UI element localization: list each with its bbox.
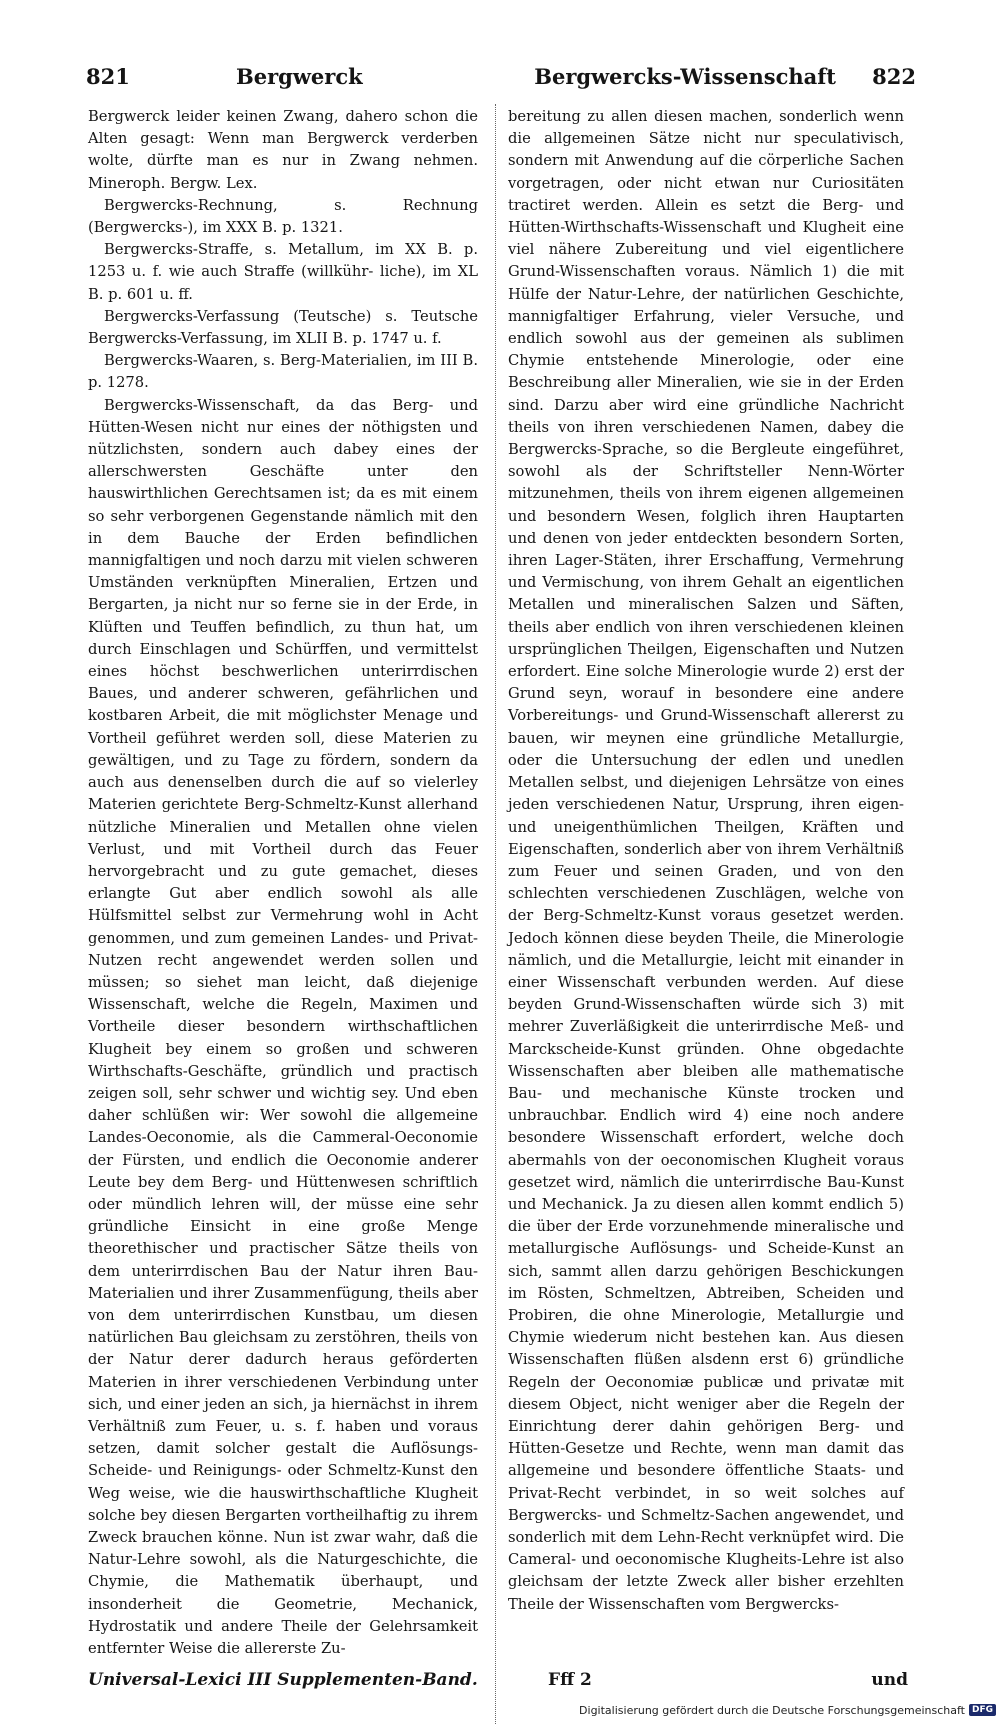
left-column: [88, 106, 478, 1660]
digitization-credit: [579, 1702, 996, 1718]
paragraph: Bergwercks-Verfassung (Teutsche) s. Teutsche Bergwercks-Verfassung, im XLII B. p. 1747 u. f.: [88, 307, 478, 348]
dfg-logo-icon: DFG: [969, 1704, 996, 1716]
paragraph: Bergwercks-Straffe, s. Metallum, im XX B. p. 1253 u. f. wie auch Straffe (willkühr- liche), im XL B. p. 601 u. ff.: [88, 241, 478, 303]
page-number-right: 822: [872, 64, 916, 89]
column-divider: [495, 104, 496, 1724]
paragraph: Bergwerck leider keinen Zwang, dahero schon die Alten gesagt: Wenn man Bergwerck verderben wolte, dürfte man es nur in Zwang nehmen. Mineroph. Bergw. Lex.: [88, 108, 478, 192]
paragraph: Bergwercks-Wissenschaft, da das Berg- und Hütten-Wesen nicht nur eines der nöthigsten und nützlichsten, sondern auch dabey eines der allerschwersten Geschäfte unter den hauswirthlichen Gerechtsamen ist; da es mit einem so sehr verborgenen Gegenstande nämlich mit den in dem Bauche der Erden befindlichen mannigfaltigen und noch darzu mit vielen schweren Umständen verknüpften Mineralien, Ertzen und Bergarten, ja nicht nur so ferne sie in der Erde, in Klüften und Teuffen befindlich, zu thun hat, um durch Einschlagen und Schürffen, und vermittelst eines höchst beschwerlichen unterirrdischen Baues, und anderer schweren, gefährlichen und kostbaren Arbeit, die mit möglichster Menage und Vortheil geführet werden soll, diese Materien zu gewältigen, und zu Tage zu fördern, sondern da auch aus denenselben durch die auf so vielerley Materien gerichtete Berg-Schmeltz-Kunst allerhand nützliche Mineralien und Metallen ohne vielen Verlust, und mit Vortheil durch das Feuer hervorgebracht und zu gute gemachet, dieses erlangte Gut aber endlich sowohl als alle Hülfsmittel selbst zur Vermehrung wohl in Acht genommen, und zum gemeinen Landes- und Privat-Nutzen recht angewendet werden sollen und müssen; so siehet man leicht, daß diejenige Wissenschaft, welche die Regeln, Maximen und Vortheile dieser besondern wirthschaftlichen Klugheit bey einem so großen und schweren Wirthschafts-Geschäfte, gründlich und practisch zeigen soll, sehr schwer und wichtig sey. Und eben daher schlüßen wir: Wer sowohl die allgemeine Landes-Oeconomie, als die Cammeral-Oeconomie der Fürsten, und endlich die Oeconomie anderer Leute bey dem Berg- und Hüttenwesen schriftlich oder mündlich lehren will, der müsse eine sehr gründliche Einsicht in eine große Menge theorethischer und practischer Sätze theils von dem unterirrdischen Bau der Natur ihren Bau-Materialien und ihrer Zusammenfügung, theils aber von dem unterirrdischen Kunstbau, um diesen natürlichen Bau gleichsam zu zerstöhren, theils von der Natur derer dadurch heraus geförderten Materien in ihrer verschiedenen Verbindung unter sich, und einer jeden an sich, ja hiernächst in ihrem Verhältniß zum Feuer, u. s. f. haben und voraus setzen, damit solcher gestalt die Auflösungs-Scheide- und Reinigungs- oder Schmeltz-Kunst den Weg weise, wie die hauswirthschaftliche Klugheit solche bey diesen Bergarten vortheilhaftig zu ihrem Zweck brauchen könne. Nun ist zwar wahr, daß die Natur-Lehre sowohl, als die Naturgeschichte, die Chymie, die Mathematik überhaupt, und insonderheit die Geometrie, Mechanick, Hydrostatik und andere Theile der Gelehrsamkeit entfernter Weise die allererste Zu-: [88, 396, 478, 1658]
volume-signature: Universal-Lexici III Supplementen-Band.: [88, 1670, 478, 1690]
paragraph: Bergwercks-Rechnung, s. Rechnung (Bergwercks-), im XXX B. p. 1321.: [88, 196, 478, 237]
running-title-right: Bergwercks-Wissenschaft: [534, 64, 836, 89]
right-column: [508, 106, 904, 1616]
catchword: und: [871, 1670, 908, 1690]
digitization-credit-text: Digitalisierung gefördert durch die Deutsche Forschungsgemeinschaft: [579, 1703, 965, 1717]
running-title-left: Bergwerck: [236, 64, 363, 89]
sheet-signature: Fff 2: [548, 1670, 592, 1690]
page-header: [86, 64, 916, 94]
paragraph: Bergwercks-Waaren, s. Berg-Materialien, im III B. p. 1278.: [88, 352, 478, 392]
paragraph: bereitung zu allen diesen machen, sonderlich wenn die allgemeinen Sätze nicht nur speculativisch, sondern mit Anwendung auf die cörperliche Sachen vorgetragen, oder nicht etwan nur Curiositäten tractiret werden. Allein es setzt die Berg- und Hütten-Wirthschafts-Wissenschaft und Klugheit eine viel nähere Zubereitung und viel eigentlichere Grund-Wissenschaften voraus. Nämlich 1) die mit Hülfe der Natur-Lehre, der natürlichen Geschichte, mannigfaltiger Erfahrung, vieler Versuche, und endlich sowohl aus der gemeinen als sublimen Chymie entstehende Minerologie, oder eine Beschreibung aller Mineralien, wie sie in der Erden sind. Darzu aber wird eine gründliche Nachricht theils von ihren verschiedenen Namen, dabey die Bergwercks-Sprache, so die Bergleute eingeführet, sowohl als der Schriftsteller Nenn-Wörter mitzunehmen, theils von ihrem eigenen allgemeinen und besondern Wesen, folglich ihren Hauptarten und denen von jeder entdeckten besondern Sorten, ihren Lager-Stäten, ihrer Erschaffung, Vermehrung und Vermischung, von ihrem Gehalt an eigentlichen Metallen und mineralischen Salzen und Säften, theils aber endlich von ihren verschiedenen kleinen ursprünglichen Theilgen, Eigenschaften und Nutzen erfordert. Eine solche Minerologie wurde 2) erst der Grund seyn, worauf in besondere eine andere Vorbereitungs- und Grund-Wissenschaft allererst zu bauen, wir meynen eine gründliche Metallurgie, oder die Untersuchung der edlen und unedlen Metallen selbst, und diejenigen Lehrsätze von eines jeden verschiedenen Natur, Ursprung, ihren eigen- und uneigenthümlichen Theilgen, Kräften und Eigenschaften, sonderlich aber von ihrem Verhältniß zum Feuer und seinen Graden, und von den schlechten verschiedenen Zuschlägen, welche von der Berg-Schmeltz-Kunst voraus gesetzet werden. Jedoch können diese beyden Theile, die Minerologie nämlich, und die Metallurgie, leicht mit einander in einer Wissenschaft verbunden werden. Auf diese beyden Grund-Wissenschaften würde sich 3) mit mehrer Zuverläßigkeit die unterirrdische Meß- und Marckscheide-Kunst gründen. Ohne obgedachte Wissenschaften aber bleiben alle mathematische Bau- und mechanische Künste trocken und unbrauchbar. Endlich wird 4) eine noch andere besondere Wissenschaft erfordert, welche doch abermahls von der oeconomischen Klugheit voraus gesetzet wird, nämlich die unterirrdische Bau-Kunst und Mechanick. Ja zu diesen allen kommt endlich 5) die über der Erde vorzunehmende mineralische und metallurgische Auflösungs- und Scheide-Kunst an sich, sammt allen darzu gehörigen Beschickungen im Rösten, Schmeltzen, Abtreiben, Scheiden und Probiren, die ohne Minerologie, Metallurgie und Chymie wiederum nicht bestehen kan. Aus diesen Wissenschaften flüßen alsdenn erst 6) gründliche Regeln der Oeconomiæ publicæ und privatæ mit diesem Object, nicht weniger aber die Regeln der Einrichtung derer dahin gehörigen Berg- und Hütten-Gesetze und Rechte, wenn man damit das allgemeine und besondere öffentliche Staats- und Privat-Recht verbindet, in so weit solches auf Bergwercks- und Schmeltz-Sachen angewendet, und sonderlich mit dem Lehn-Recht verknüpfet wird. Die Cameral- und oeconomische Klugheits-Lehre ist also gleichsam der letzte Zweck aller bisher erzehlten Theile der Wissenschaften vom Bergwercks-: [508, 108, 904, 1613]
page-footer: [88, 1670, 908, 1696]
page-number-left: 821: [86, 64, 130, 89]
